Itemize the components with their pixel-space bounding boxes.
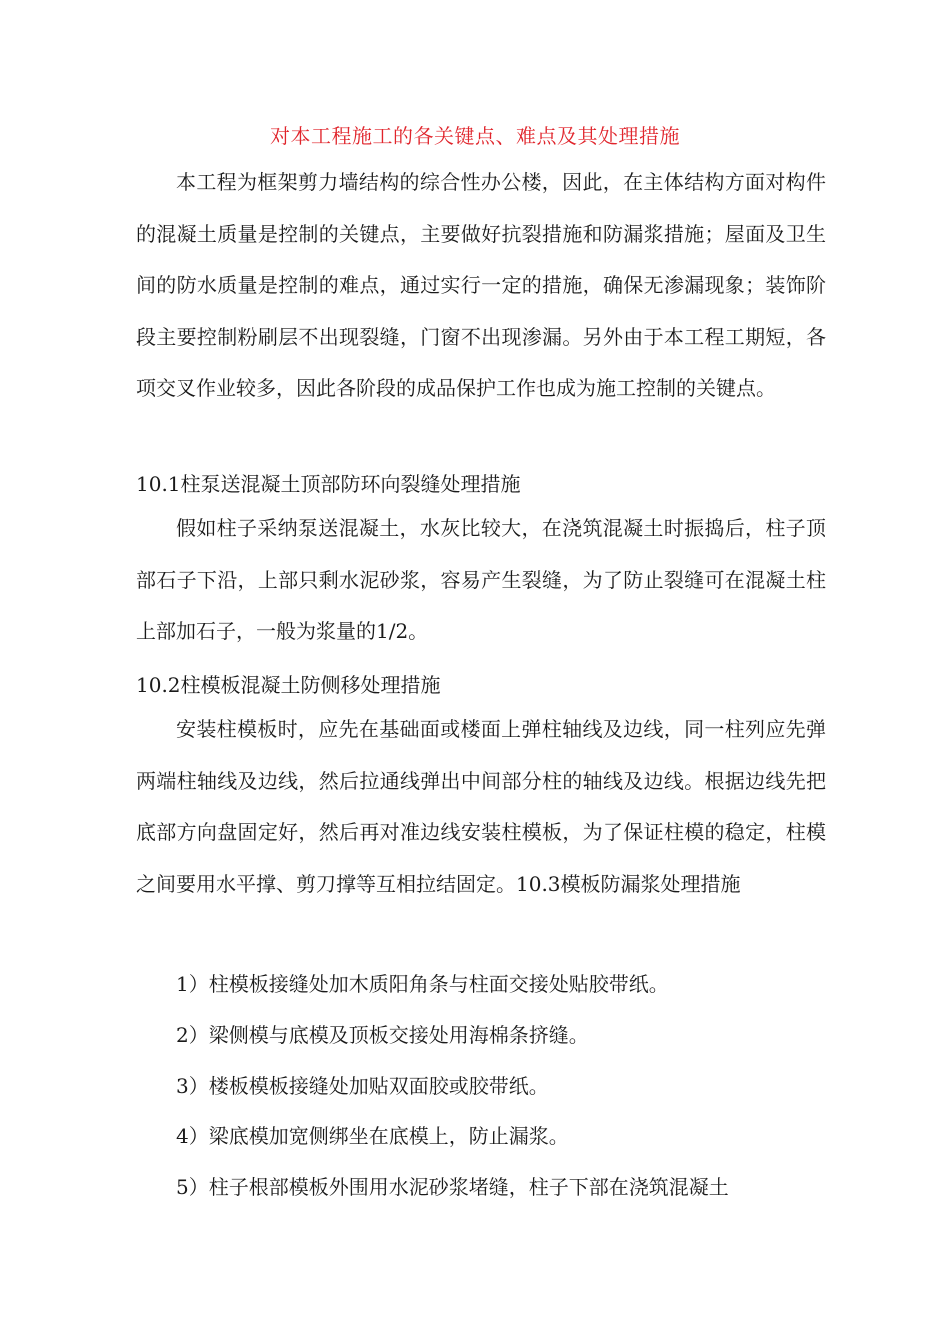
section-body-10-2: 安装柱模板时，应先在基础面或楼面上弹柱轴线及边线，同一柱列应先弹两端柱轴线及边线，然后拉通线弹出中间部分柱的轴线及边线。根据边线先把底部方向盘固定好，然后再对准边线安装柱模板，为了保证柱模的稳定，柱模之间要用水平撑、剪刀撑等互相拉结固定。10.3模板防漏浆处理措施 [136,717,826,896]
list-item: 5）柱子根部模板外围用水泥砂浆堵缝，柱子下部在浇筑混凝土 [176,1175,729,1199]
list-item: 1）柱模板接缝处加木质阳角条与柱面交接处贴胶带纸。 [176,972,669,996]
list-item: 4）梁底模加宽侧绑坐在底模上，防止漏浆。 [176,1124,569,1148]
list-item: 2）梁侧模与底模及顶板交接处用海棉条挤缝。 [176,1023,589,1047]
section-body-10-1: 假如柱子采纳泵送混凝土，水灰比较大，在浇筑混凝土时振捣后，柱子顶部石子下沿，上部只剩水泥砂浆，容易产生裂缝，为了防止裂缝可在混凝土柱上部加石子，一般为浆量的1/2。 [136,516,826,643]
intro-paragraph: 本工程为框架剪力墙结构的综合性办公楼，因此，在主体结构方面对构件的混凝土质量是控制的关键点，主要做好抗裂措施和防漏浆措施；屋面及卫生间的防水质量是控制的难点，通过实行一定的措施，确保无渗漏现象；装饰阶段主要控制粉刷层不出现裂缝，门窗不出现渗漏。另外由于本工程工期短，各项交叉作业较多，因此各阶段的成品保护工作也成为施工控制的关键点。 [136,170,826,400]
section-heading-10-1: 10.1柱泵送混凝土顶部防环向裂缝处理措施 [136,472,521,496]
list-item: 3）楼板模板接缝处加贴双面胶或胶带纸。 [176,1074,549,1098]
page-title: 对本工程施工的各关键点、难点及其处理措施 [270,124,680,148]
section-heading-10-2: 10.2柱模板混凝土防侧移处理措施 [136,673,441,697]
